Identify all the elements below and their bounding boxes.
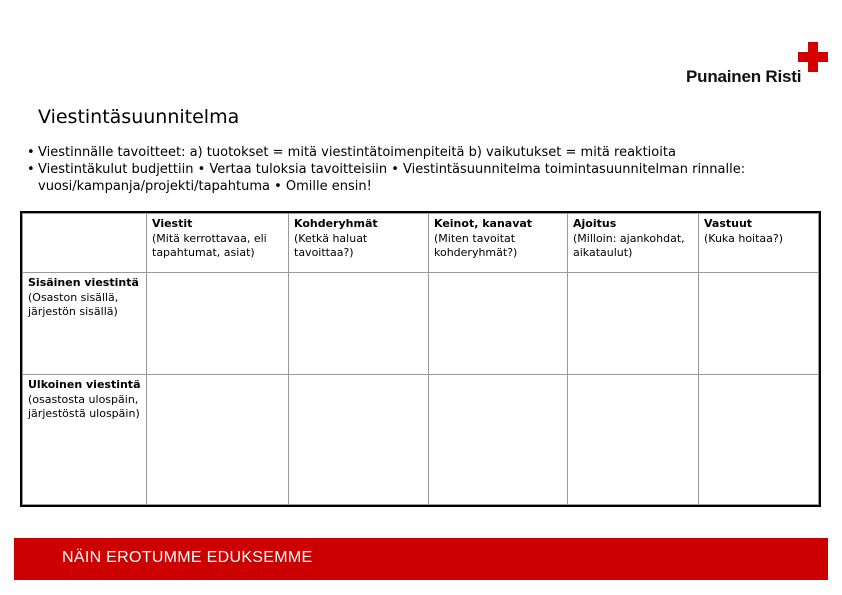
bullet-dot: • [27,145,35,160]
page-title: Viestintäsuunnitelma [38,106,240,128]
table-cell[interactable] [147,375,289,505]
table-cell[interactable] [568,273,699,375]
bullet-text: Viestinnälle tavoitteet: a) tuotokset = mitä viestintätoimenpiteitä b) vaikutukset = mitä reaktioita [38,145,676,160]
column-title: Ajoitus [573,217,617,230]
table-cell[interactable] [429,375,568,505]
table-corner-cell [23,214,147,273]
table-cell[interactable] [699,273,819,375]
row-header-internal [23,273,147,375]
row-title: Sisäinen viestintä [28,276,139,289]
column-header-timing [568,214,699,273]
table-cell[interactable] [699,375,819,505]
row-title: Ulkoinen viestintä [28,378,141,391]
table-cell[interactable] [289,375,429,505]
column-title: Viestit [152,217,193,230]
footer-banner [14,538,828,580]
bullet-item [27,161,827,195]
table-row [23,273,819,375]
table-cell[interactable] [429,273,568,375]
column-header-responsibilities [699,214,819,273]
bullet-list [27,144,827,195]
row-description: (osastosta ulospäin, järjestöstä ulospäin) [28,392,140,420]
column-title: Vastuut [704,217,753,230]
column-description: (Miten tavoitat kohderyhmät?) [434,231,518,259]
column-description: (Mitä kerrottavaa, eli tapahtumat, asiat) [152,231,267,259]
column-title: Kohderyhmät [294,217,378,230]
column-description: (Kuka hoitaa?) [704,231,784,245]
table-row [23,375,819,505]
column-header-channels [429,214,568,273]
table-header-row [23,214,819,273]
table-cell[interactable] [147,273,289,375]
row-description: (Osaston sisällä, järjestön sisällä) [28,290,119,318]
plan-table [22,213,819,505]
brand-name: Punainen Risti [686,67,802,86]
column-description: (Milloin: ajankohdat, aikataulut) [573,231,685,259]
column-header-target-groups [289,214,429,273]
table-cell[interactable] [289,273,429,375]
row-header-external [23,375,147,505]
bullet-text: Viestintäkulut budjettiin • Vertaa tuloksia tavoitteisiin • Viestintäsuunnitelma toimintasuunnitelman rinnalle: vuosi/kampanja/projekti/tapahtuma • Omille ensin! [38,162,746,194]
column-title: Keinot, kanavat [434,217,533,230]
bullet-dot: • [27,162,35,177]
plan-table-frame [20,211,821,507]
red-cross-icon [798,42,828,72]
brand-logo [686,40,832,90]
column-header-messages [147,214,289,273]
footer-slogan: NÄIN EROTUMME EDUKSEMME [62,549,313,566]
column-description: (Ketkä haluat tavoittaa?) [294,231,368,259]
table-cell[interactable] [568,375,699,505]
bullet-item [27,144,827,161]
